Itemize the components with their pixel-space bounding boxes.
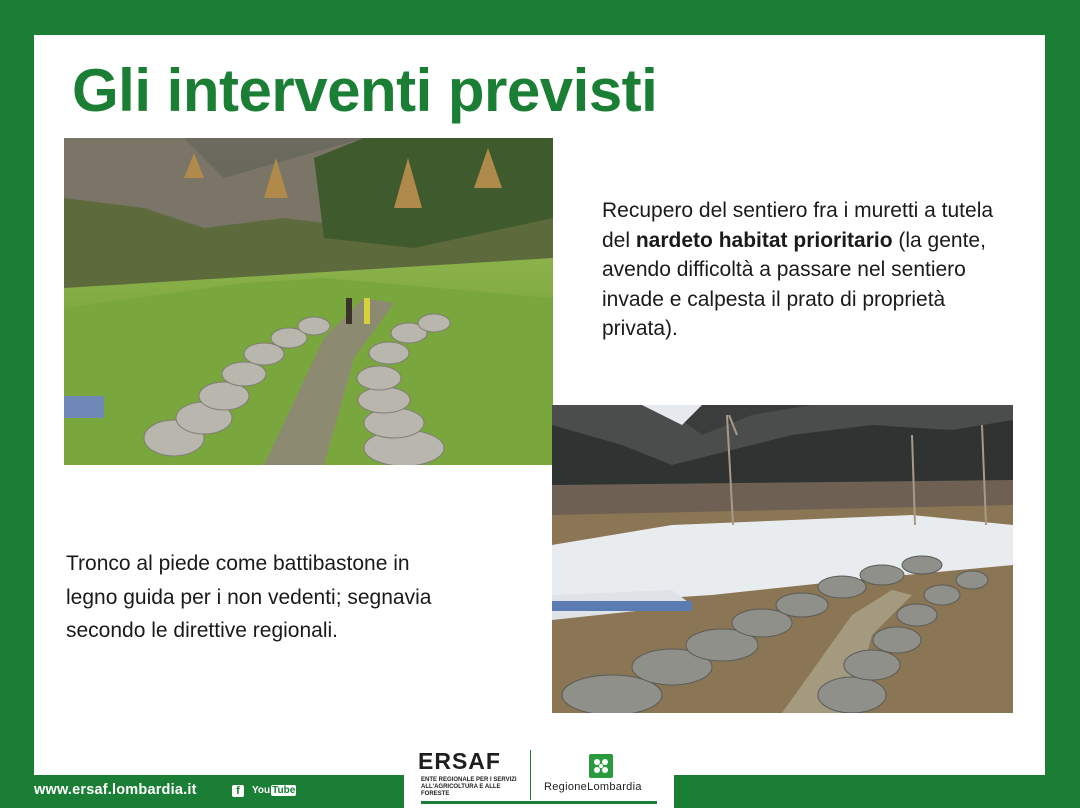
- youtube-tube-text: Tube: [272, 785, 296, 796]
- regione-lombardia-logo: RegioneLombardia: [544, 781, 642, 793]
- trail-walls-photo: [64, 138, 553, 465]
- trail-text-part2: (la gente, avendo difficoltà a passare nel sentiero invade e calpesta il prato di proprietà privata).: [602, 228, 986, 340]
- trail-text-bold: nardeto habitat prioritario: [635, 228, 893, 252]
- regione-lombardia-icon: [589, 754, 613, 778]
- facebook-icon[interactable]: f: [232, 785, 244, 797]
- ersaf-logo-subtitle: ENTE REGIONALE PER I SERVIZI ALL'AGRICOLTURA E ALLE FORESTE: [421, 777, 517, 797]
- logo-underline: [421, 801, 657, 804]
- website-url[interactable]: www.ersaf.lombardia.it: [34, 782, 197, 798]
- slide-title: Gli interventi previsti: [72, 57, 658, 124]
- trail-text-part1: Recupero del sentiero fra i muretti a tutela del: [602, 199, 994, 252]
- snowy-valley-photo: [552, 405, 1013, 713]
- trunk-guide-description: Tronco al piede come battibastone in legno guida per i non vedenti; segnavia secondo le direttive regionali.: [66, 552, 432, 642]
- trail-recovery-description: [602, 196, 1012, 344]
- youtube-icon[interactable]: [252, 785, 296, 797]
- youtube-you-text: You: [252, 785, 271, 796]
- logo-divider: [530, 750, 531, 800]
- ersaf-logo: ERSAF: [418, 748, 501, 774]
